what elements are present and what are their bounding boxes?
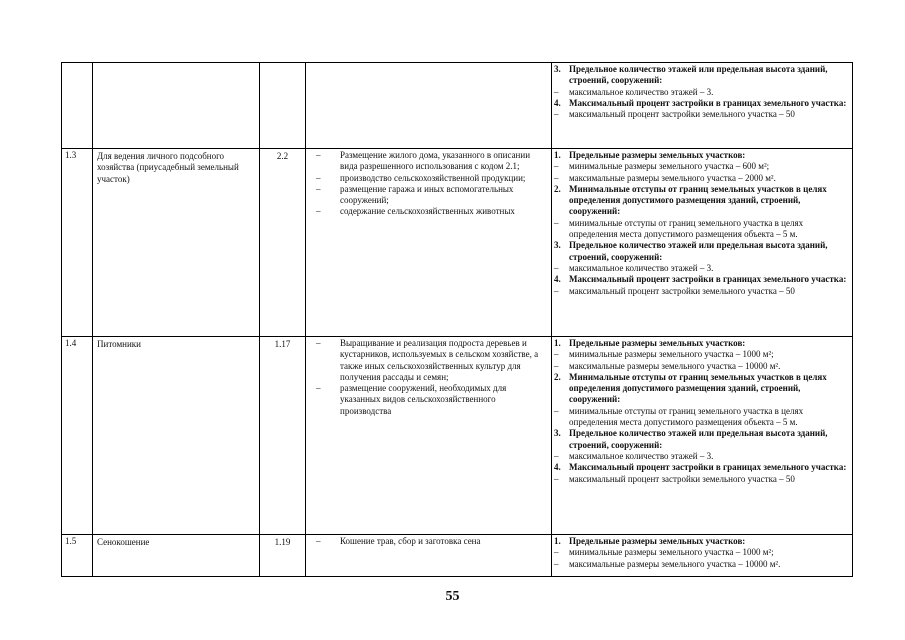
parameter-heading (554, 98, 850, 109)
dash-marker: – (554, 473, 559, 484)
parameter-heading (554, 184, 850, 218)
parameter-item (554, 286, 850, 297)
parameter-number: 1. (554, 150, 561, 160)
parameter-heading (554, 64, 850, 87)
parameter-number: 2. (554, 371, 561, 382)
use-description-item: – размещение гаража и иных вспомогательных сооружений; (308, 184, 549, 207)
parameter-value: максимальный процент застройки земельного участка – 50 (569, 109, 795, 120)
use-name-cell: Для ведения личного подсобного хозяйства (приусадебный земельный участок) (93, 149, 260, 337)
parameter-item (554, 406, 850, 429)
dash-marker: – (554, 217, 559, 228)
parameter-heading (554, 338, 850, 349)
parameter-value: минимальные отступы от границ земельного участка в целях определения места допустимого размещения объекта – 5 м. (569, 217, 804, 240)
dash-marker: – (554, 360, 559, 371)
parameter-number: 2. (554, 183, 561, 194)
use-code-cell: 1.19 (260, 535, 306, 577)
dash-marker: – (554, 161, 559, 172)
parameter-item (554, 451, 850, 462)
parameter-heading (554, 240, 850, 263)
parameter-title: Максимальный процент застройки в границах земельного участка: (569, 97, 847, 108)
parameter-number: 1. (554, 536, 561, 546)
parameter-title: Минимальные отступы от границ земельных участков в целях определения допустимого размещения зданий, строений, сооружений: (569, 183, 827, 217)
row-number-cell (62, 63, 93, 149)
dash-marker: – (554, 405, 559, 416)
use-description-item: – Выращивание и реализация подроста деревьев и кустарников, используемых в сельском хозяйстве, а также иных сельскохозяйственных культур для получения рассады и семян; (308, 338, 549, 383)
parameters-cell (552, 149, 853, 337)
parameter-title: Максимальный процент застройки в границах земельного участка: (569, 462, 847, 473)
dash-marker: – (554, 86, 559, 97)
parameter-title: Предельные размеры земельных участков: (569, 338, 746, 348)
use-description-cell (306, 63, 552, 149)
parameter-value: максимальный процент застройки земельного участка – 50 (569, 473, 795, 484)
use-description-item: – размещение сооружений, необходимых для указанных видов сельскохозяйственного производства (308, 383, 549, 417)
use-description-item: – производство сельскохозяйственной продукции; (308, 173, 549, 184)
parameter-value: максимальный процент застройки земельного участка – 50 (569, 285, 795, 296)
table-row (62, 149, 853, 337)
use-description-cell (306, 149, 552, 337)
table-body (62, 63, 853, 577)
dash-marker: – (554, 450, 559, 461)
parameter-value: минимальные размеры земельного участка – 600 м²; (569, 161, 770, 172)
dash-marker: – (554, 349, 559, 360)
parameter-title: Максимальный процент застройки в границах земельного участка: (569, 274, 847, 285)
parameter-number: 1. (554, 338, 561, 348)
table-row (62, 337, 853, 535)
parameter-title: Предельное количество этажей или предельная высота зданий, строений, сооружений: (569, 64, 828, 86)
use-description-list (308, 150, 549, 218)
parameter-item (554, 109, 850, 120)
parameter-item (554, 547, 850, 558)
parameter-number: 4. (554, 462, 561, 473)
parameter-value: максимальные размеры земельного участка – 10000 м². (569, 360, 781, 371)
parameter-heading (554, 428, 850, 451)
parameter-number: 3. (554, 428, 561, 439)
use-description-item: – содержание сельскохозяйственных животных (308, 206, 549, 217)
land-use-table (61, 62, 853, 577)
parameter-value: максимальное количество этажей – 3. (569, 86, 714, 97)
use-description-list (308, 338, 549, 417)
parameter-item (554, 474, 850, 485)
parameter-heading (554, 462, 850, 473)
parameters-cell (552, 337, 853, 535)
parameter-number: 3. (554, 64, 561, 74)
parameter-item (554, 263, 850, 274)
parameters-cell (552, 63, 853, 149)
parameter-heading (554, 372, 850, 406)
row-number-cell: 1.4 (62, 337, 93, 535)
dash-marker: – (554, 285, 559, 296)
parameter-value: минимальные отступы от границ земельного участка в целях определения места допустимого размещения объекта – 5 м. (569, 405, 804, 428)
row-number-cell: 1.5 (62, 535, 93, 577)
use-description-item: – Кошение трав, сбор и заготовка сена (308, 536, 549, 547)
parameters-cell (552, 535, 853, 577)
parameter-item (554, 218, 850, 241)
use-description-list (308, 536, 549, 547)
parameter-value: максимальное количество этажей – 3. (569, 450, 714, 461)
row-number-cell: 1.3 (62, 149, 93, 337)
table-row (62, 535, 853, 577)
parameter-value: минимальные размеры земельного участка – 1000 м²; (569, 547, 774, 558)
parameter-item (554, 161, 850, 172)
parameter-heading (554, 274, 850, 285)
use-name-cell: Питомники (93, 337, 260, 535)
parameter-number: 4. (554, 97, 561, 108)
parameter-title: Предельные размеры земельных участков: (569, 536, 746, 546)
parameter-item (554, 559, 850, 570)
use-code-cell (260, 63, 306, 149)
use-description-item: – Размещение жилого дома, указанного в описании вида разрешенного использования с кодом 2.1; (308, 150, 549, 173)
dash-marker: – (554, 547, 559, 558)
parameter-heading (554, 150, 850, 161)
table-row (62, 63, 853, 149)
parameter-title: Предельное количество этажей или предельная высота зданий, строений, сооружений: (569, 240, 828, 262)
use-description-cell (306, 535, 552, 577)
parameter-value: максимальные размеры земельного участка – 10000 м². (569, 558, 781, 569)
parameter-title: Предельное количество этажей или предельная высота зданий, строений, сооружений: (569, 428, 828, 450)
parameter-number: 4. (554, 274, 561, 285)
dash-marker: – (554, 262, 559, 273)
dash-marker: – (554, 109, 559, 120)
use-name-cell: Сенокошение (93, 535, 260, 577)
parameter-item (554, 349, 850, 360)
dash-marker: – (554, 558, 559, 569)
parameter-value: максимальное количество этажей – 3. (569, 262, 714, 273)
use-description-cell (306, 337, 552, 535)
parameter-item (554, 87, 850, 98)
use-name-cell (93, 63, 260, 149)
parameter-number: 3. (554, 240, 561, 251)
dash-marker: – (554, 172, 559, 183)
page-number: 55 (445, 589, 460, 604)
use-code-cell: 1.17 (260, 337, 306, 535)
parameter-value: минимальные размеры земельного участка – 1000 м²; (569, 349, 774, 360)
parameter-item (554, 173, 850, 184)
parameter-value: максимальные размеры земельного участка – 2000 м². (569, 172, 776, 183)
parameter-title: Предельные размеры земельных участков: (569, 150, 746, 160)
parameter-heading (554, 536, 850, 547)
use-code-cell: 2.2 (260, 149, 306, 337)
parameter-title: Минимальные отступы от границ земельных участков в целях определения допустимого размещения зданий, строений, сооружений: (569, 371, 827, 405)
parameter-item (554, 361, 850, 372)
